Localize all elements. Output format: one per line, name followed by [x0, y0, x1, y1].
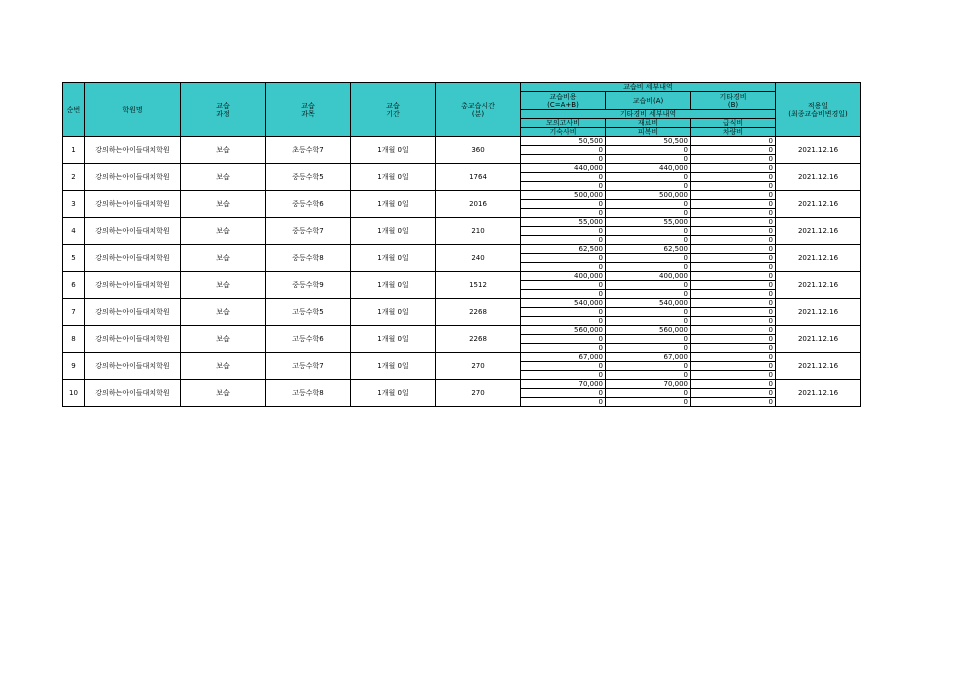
table-row [63, 353, 861, 362]
header-meal: 급식비 [691, 119, 776, 128]
row-academy: 강의하는아이들대치학원 [85, 218, 181, 245]
row-no: 6 [63, 272, 85, 299]
header-effective-date: 적용일 (최종교습비변경일) [776, 83, 861, 137]
fee-col-3: 0 [691, 209, 776, 218]
row-total-time: 2016 [436, 191, 521, 218]
row-subject: 중등수학9 [266, 272, 351, 299]
row-course: 보습 [181, 272, 266, 299]
fee-col-2: 0 [606, 398, 691, 407]
fee-col-1: 500,000 [521, 191, 606, 200]
header-mock-exam: 모의고사비 [521, 119, 606, 128]
fee-col-3: 0 [691, 164, 776, 173]
fee-col-1: 0 [521, 335, 606, 344]
fee-col-2: 0 [606, 227, 691, 236]
row-effective-date: 2021.12.16 [776, 164, 861, 191]
fee-col-1: 0 [521, 362, 606, 371]
row-total-time: 1512 [436, 272, 521, 299]
table-row [63, 137, 861, 146]
fee-col-3: 0 [691, 317, 776, 326]
row-period: 1개월 0일 [351, 218, 436, 245]
fee-col-2: 0 [606, 173, 691, 182]
fee-col-2: 0 [606, 317, 691, 326]
row-academy: 강의하는아이들대치학원 [85, 191, 181, 218]
row-course: 보습 [181, 380, 266, 407]
row-subject: 중등수학6 [266, 191, 351, 218]
row-total-time: 2268 [436, 326, 521, 353]
fee-col-1: 55,000 [521, 218, 606, 227]
fee-col-1: 0 [521, 389, 606, 398]
fee-col-3: 0 [691, 200, 776, 209]
fee-col-1: 0 [521, 290, 606, 299]
fee-col-1: 400,000 [521, 272, 606, 281]
row-period: 1개월 0일 [351, 353, 436, 380]
header-vehicle: 차량비 [691, 128, 776, 137]
row-no: 2 [63, 164, 85, 191]
row-subject: 초등수학7 [266, 137, 351, 164]
row-course: 보습 [181, 353, 266, 380]
table-row [63, 272, 861, 281]
fee-col-2: 0 [606, 344, 691, 353]
row-effective-date: 2021.12.16 [776, 245, 861, 272]
fee-col-2: 540,000 [606, 299, 691, 308]
fee-col-1: 0 [521, 173, 606, 182]
fee-col-2: 500,000 [606, 191, 691, 200]
header-subject: 교습 과목 [266, 83, 351, 137]
fee-col-3: 0 [691, 335, 776, 344]
table-row [63, 299, 861, 308]
row-effective-date: 2021.12.16 [776, 137, 861, 164]
header-course: 교습 과정 [181, 83, 266, 137]
row-total-time: 210 [436, 218, 521, 245]
header-no: 순번 [63, 83, 85, 137]
fee-col-2: 0 [606, 335, 691, 344]
fee-col-2: 0 [606, 371, 691, 380]
row-subject: 중등수학7 [266, 218, 351, 245]
row-period: 1개월 0일 [351, 326, 436, 353]
fee-col-1: 0 [521, 182, 606, 191]
fee-col-2: 0 [606, 200, 691, 209]
row-total-time: 270 [436, 380, 521, 407]
header-fee-detail: 교습비 세부내역 [521, 83, 776, 92]
row-total-time: 360 [436, 137, 521, 164]
header-academy: 학원명 [85, 83, 181, 137]
row-course: 보습 [181, 245, 266, 272]
row-subject: 고등수학6 [266, 326, 351, 353]
fee-col-2: 50,500 [606, 137, 691, 146]
fee-col-1: 560,000 [521, 326, 606, 335]
row-course: 보습 [181, 326, 266, 353]
table-row [63, 218, 861, 227]
fee-col-3: 0 [691, 281, 776, 290]
fee-col-1: 50,500 [521, 137, 606, 146]
fee-col-1: 0 [521, 398, 606, 407]
header-tuition: 교습비(A) [606, 92, 691, 110]
row-no: 1 [63, 137, 85, 164]
table-row [63, 191, 861, 200]
fee-col-3: 0 [691, 263, 776, 272]
fee-col-1: 0 [521, 317, 606, 326]
row-effective-date: 2021.12.16 [776, 299, 861, 326]
row-academy: 강의하는아이들대치학원 [85, 137, 181, 164]
table-row [63, 245, 861, 254]
header-materials: 재료비 [606, 119, 691, 128]
fee-col-3: 0 [691, 362, 776, 371]
fee-col-1: 67,000 [521, 353, 606, 362]
table-body [63, 137, 861, 407]
fee-col-1: 0 [521, 227, 606, 236]
fee-col-3: 0 [691, 227, 776, 236]
row-effective-date: 2021.12.16 [776, 380, 861, 407]
fee-col-1: 0 [521, 254, 606, 263]
row-subject: 중등수학5 [266, 164, 351, 191]
fee-col-3: 0 [691, 254, 776, 263]
fee-col-2: 0 [606, 155, 691, 164]
fee-col-1: 0 [521, 281, 606, 290]
row-period: 1개월 0일 [351, 245, 436, 272]
row-period: 1개월 0일 [351, 191, 436, 218]
header-fee-total: 교습비용 (C=A+B) [521, 92, 606, 110]
fee-col-2: 0 [606, 182, 691, 191]
fee-col-2: 400,000 [606, 272, 691, 281]
fee-col-3: 0 [691, 353, 776, 362]
fee-col-2: 0 [606, 263, 691, 272]
fee-col-2: 440,000 [606, 164, 691, 173]
row-effective-date: 2021.12.16 [776, 218, 861, 245]
tuition-fee-table [62, 82, 861, 407]
row-effective-date: 2021.12.16 [776, 191, 861, 218]
fee-col-2: 62,500 [606, 245, 691, 254]
fee-col-1: 0 [521, 308, 606, 317]
row-period: 1개월 0일 [351, 137, 436, 164]
row-period: 1개월 0일 [351, 299, 436, 326]
row-effective-date: 2021.12.16 [776, 326, 861, 353]
row-total-time: 2268 [436, 299, 521, 326]
row-effective-date: 2021.12.16 [776, 353, 861, 380]
fee-col-2: 55,000 [606, 218, 691, 227]
fee-col-3: 0 [691, 182, 776, 191]
row-no: 9 [63, 353, 85, 380]
row-course: 보습 [181, 137, 266, 164]
row-academy: 강의하는아이들대치학원 [85, 245, 181, 272]
fee-col-3: 0 [691, 173, 776, 182]
row-period: 1개월 0일 [351, 272, 436, 299]
row-course: 보습 [181, 164, 266, 191]
row-total-time: 240 [436, 245, 521, 272]
fee-col-2: 70,000 [606, 380, 691, 389]
table-header [63, 83, 861, 137]
row-effective-date: 2021.12.16 [776, 272, 861, 299]
row-subject: 고등수학8 [266, 380, 351, 407]
row-total-time: 270 [436, 353, 521, 380]
row-academy: 강의하는아이들대치학원 [85, 353, 181, 380]
fee-col-1: 0 [521, 371, 606, 380]
fee-col-3: 0 [691, 380, 776, 389]
fee-col-3: 0 [691, 218, 776, 227]
fee-col-1: 0 [521, 263, 606, 272]
fee-col-2: 67,000 [606, 353, 691, 362]
fee-col-1: 0 [521, 344, 606, 353]
fee-col-1: 0 [521, 200, 606, 209]
header-uniform: 피복비 [606, 128, 691, 137]
fee-col-2: 0 [606, 281, 691, 290]
fee-col-3: 0 [691, 326, 776, 335]
header-dorm: 기숙사비 [521, 128, 606, 137]
row-period: 1개월 0일 [351, 380, 436, 407]
row-total-time: 1764 [436, 164, 521, 191]
row-academy: 강의하는아이들대치학원 [85, 272, 181, 299]
row-no: 7 [63, 299, 85, 326]
fee-col-2: 0 [606, 236, 691, 245]
fee-col-3: 0 [691, 371, 776, 380]
fee-col-2: 0 [606, 254, 691, 263]
header-other-fee: 기타경비 (B) [691, 92, 776, 110]
fee-col-1: 70,000 [521, 380, 606, 389]
fee-col-3: 0 [691, 299, 776, 308]
fee-col-2: 0 [606, 308, 691, 317]
fee-col-3: 0 [691, 236, 776, 245]
fee-col-2: 0 [606, 290, 691, 299]
fee-col-2: 0 [606, 389, 691, 398]
fee-col-1: 540,000 [521, 299, 606, 308]
row-no: 5 [63, 245, 85, 272]
row-course: 보습 [181, 191, 266, 218]
fee-col-2: 0 [606, 146, 691, 155]
row-academy: 강의하는아이들대치학원 [85, 164, 181, 191]
fee-col-1: 0 [521, 146, 606, 155]
fee-col-3: 0 [691, 389, 776, 398]
row-course: 보습 [181, 218, 266, 245]
fee-col-3: 0 [691, 344, 776, 353]
row-no: 10 [63, 380, 85, 407]
table-row [63, 164, 861, 173]
fee-col-3: 0 [691, 137, 776, 146]
table-row [63, 380, 861, 389]
row-period: 1개월 0일 [351, 164, 436, 191]
header-total-time: 총교습시간 (분) [436, 83, 521, 137]
fee-col-2: 0 [606, 209, 691, 218]
row-subject: 고등수학7 [266, 353, 351, 380]
row-course: 보습 [181, 299, 266, 326]
fee-col-1: 0 [521, 209, 606, 218]
row-subject: 중등수학8 [266, 245, 351, 272]
fee-col-3: 0 [691, 245, 776, 254]
fee-col-3: 0 [691, 272, 776, 281]
row-no: 3 [63, 191, 85, 218]
table-row [63, 326, 861, 335]
header-other-detail: 기타경비 세부내역 [521, 110, 776, 119]
row-academy: 강의하는아이들대치학원 [85, 326, 181, 353]
row-subject: 고등수학5 [266, 299, 351, 326]
fee-col-3: 0 [691, 398, 776, 407]
row-academy: 강의하는아이들대치학원 [85, 299, 181, 326]
fee-col-2: 0 [606, 362, 691, 371]
header-period: 교습 기간 [351, 83, 436, 137]
fee-col-3: 0 [691, 308, 776, 317]
row-no: 8 [63, 326, 85, 353]
fee-col-3: 0 [691, 191, 776, 200]
fee-col-3: 0 [691, 146, 776, 155]
row-no: 4 [63, 218, 85, 245]
fee-col-1: 0 [521, 236, 606, 245]
fee-col-3: 0 [691, 155, 776, 164]
fee-col-1: 62,500 [521, 245, 606, 254]
fee-col-3: 0 [691, 290, 776, 299]
fee-col-1: 0 [521, 155, 606, 164]
row-academy: 강의하는아이들대치학원 [85, 380, 181, 407]
fee-col-2: 560,000 [606, 326, 691, 335]
fee-col-1: 440,000 [521, 164, 606, 173]
